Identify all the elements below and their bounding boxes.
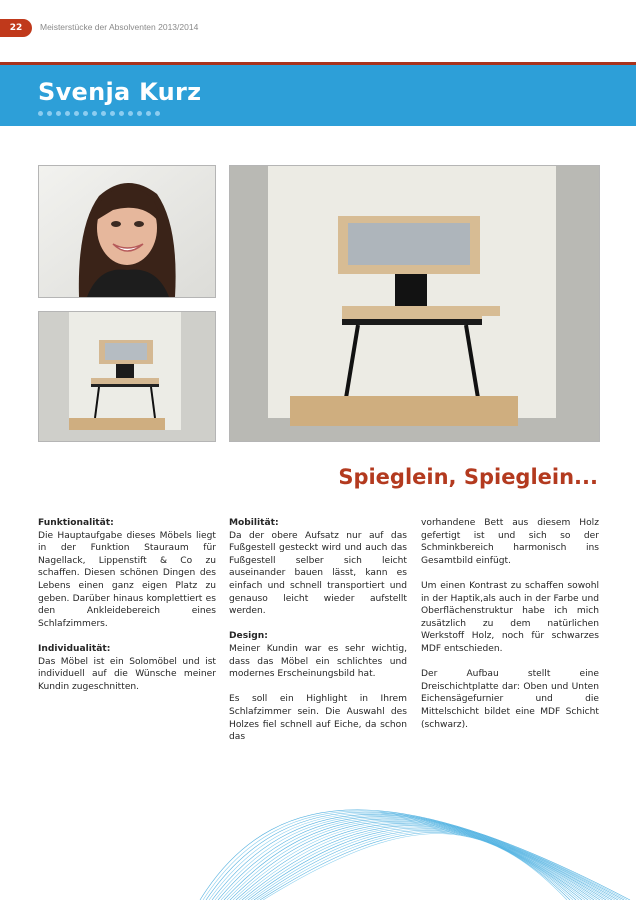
- dot: [74, 111, 79, 116]
- wave-line: [257, 831, 573, 900]
- dot: [83, 111, 88, 116]
- dot: [92, 111, 97, 116]
- dot: [128, 111, 133, 116]
- paragraph: Die Hauptaufgabe dieses Möbels liegt in der Funktion Stauraum für Nagellack, Lippenstift & Co zu schaffen. Diesen schönen Dingen des Lebens einen ganz eigen Platz zu geben. Darüber hinaus komplettiert es den Ankleidebereich eines Schlafzimmers.: [38, 530, 216, 629]
- paragraph: vorhandene Bett aus diesem Holz gefertigt ist und sich so der Schminkbereich harmonisch ins Gesamtbild einfügt.: [421, 518, 599, 566]
- dot: [155, 111, 160, 116]
- paragraph: Der Aufbau stellt eine Dreischichtplatte dar: Oben und Unten Eichensägefurnier und die Mittelschicht bildet eine MDF Schicht (schwarz).: [421, 669, 599, 730]
- product-photo-large: [229, 165, 600, 442]
- running-title: Meisterstücke der Absolventen 2013/2014: [40, 22, 199, 32]
- banner-dots: [38, 111, 160, 116]
- wave-line: [209, 813, 621, 900]
- dot: [146, 111, 151, 116]
- product-photo-small: [38, 311, 216, 442]
- dot: [47, 111, 52, 116]
- heading-individualitaet: Individualität:: [38, 643, 111, 654]
- text-column-1: [38, 517, 216, 706]
- paragraph: Um einen Kontrast zu schaffen sowohl in der Haptik,als auch in der Farbe und Oberflächenstruktur habe ich mich zusätzlich zu dem natürlichen Werkstoff Holz, noch für schwarzes MDF entschieden.: [421, 580, 599, 654]
- heading-mobilitaet: Mobilität:: [229, 518, 279, 528]
- paragraph: Es soll ein Highlight in Ihrem Schlafzimmer sein. Die Auswahl des Holzes fiel schnell auf Eiche, da schon das: [229, 694, 407, 743]
- dot: [101, 111, 106, 116]
- paragraph: Das Möbel ist ein Solomöbel und ist individuell auf die Wünsche meiner Kundin zugeschnitten.: [38, 656, 216, 692]
- dot: [38, 111, 43, 116]
- paragraph: Da der obere Aufsatz nur auf das Fußgestell gesteckt wird und auch das Fußgestell selber sich leicht auseinander bauen lässt, kann es einfach und schnell transportiert und genauso leicht wieder aufstellt werden.: [229, 530, 407, 617]
- portrait-photo: [38, 165, 216, 298]
- author-name: Svenja Kurz: [38, 78, 202, 106]
- dot: [110, 111, 115, 116]
- wave-line: [248, 828, 582, 900]
- page-number-badge: 22: [0, 19, 32, 37]
- decorative-wave-lines: [190, 780, 636, 900]
- heading-funktionalitaet: Funktionalität:: [38, 518, 114, 528]
- text-column-2: [229, 517, 407, 756]
- wave-line: [263, 834, 567, 900]
- paragraph: Meiner Kundin war es sehr wichtig, dass das Möbel ein schlichtes und modernes Erscheinungsbild hat.: [229, 643, 407, 680]
- dot: [137, 111, 142, 116]
- dot: [119, 111, 124, 116]
- dot: [65, 111, 70, 116]
- heading-design: Design:: [229, 631, 268, 642]
- article-title: Spieglein, Spieglein...: [338, 465, 598, 489]
- dot: [56, 111, 61, 116]
- text-column-3: [421, 517, 599, 744]
